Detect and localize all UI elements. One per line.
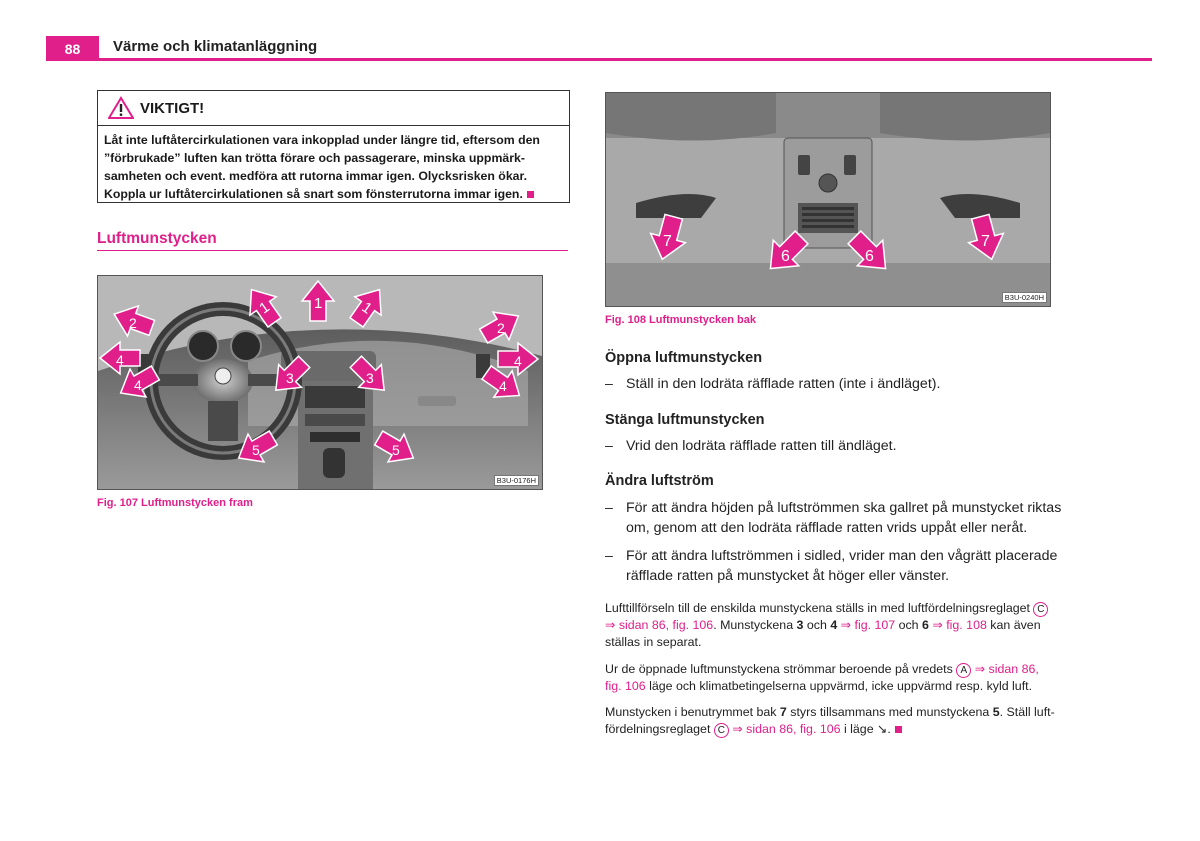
warning-title: VIKTIGT!: [140, 100, 205, 117]
rear-airflow-arrows: [606, 93, 1050, 306]
svg-text:7: 7: [981, 233, 990, 250]
svg-text:7: 7: [663, 233, 672, 250]
open-vents-heading: Öppna luftmunstycken: [605, 350, 763, 366]
svg-text:5: 5: [252, 442, 260, 458]
vent-arrow-2: [109, 299, 158, 343]
warning-line: Låt inte luftåtercirkulationen vara inkopplad under längre tid, eftersom den: [104, 133, 540, 147]
figure-code: B3U-0240H: [1002, 292, 1047, 303]
end-mark-icon: [527, 191, 534, 198]
paragraph-air-temperature: Ur de öppnade luftmunstyckena strömmar beroende på vredets A ⇒ sidan 86, fig. 106 läge och klimatbetingelserna uppvärmd, icke uppvärmd resp. kyld luft.: [605, 662, 1039, 693]
close-vents-heading: Stänga luftmunstycken: [605, 412, 765, 428]
control-c-icon: C: [714, 723, 729, 738]
svg-text:5: 5: [392, 442, 400, 458]
vent-arrow-6: [758, 225, 815, 282]
warning-header: [98, 91, 569, 126]
footwell-mode-icon: ↘: [877, 722, 888, 736]
svg-text:2: 2: [497, 320, 505, 336]
warning-line: Koppla ur luftåtercirkulationen så snart som fönsterrutorna immar igen.: [104, 185, 563, 203]
svg-text:6: 6: [781, 248, 790, 265]
vent-arrow-5: [371, 424, 422, 472]
warning-box: [97, 90, 570, 203]
change-airflow-item: – För att ändra höjden på luftströmmen ska gallret på munstycket riktas om, genom att den lodräta räfflade ratten vrids uppåt eller neråt.: [605, 500, 1062, 536]
vent-arrow-1: [302, 281, 334, 321]
svg-text:4: 4: [134, 377, 142, 393]
warning-triangle-icon: [108, 96, 134, 120]
vent-arrow-6: [842, 225, 899, 282]
svg-text:1: 1: [256, 298, 273, 318]
section-divider: [97, 250, 568, 251]
svg-text:2: 2: [129, 315, 137, 331]
svg-text:3: 3: [286, 370, 294, 386]
paragraph-vent-distribution: Lufttillförseln till de enskilda munstyckena ställs in med luftfördelningsreglaget C ⇒ sidan 86, fig. 106. Munstyckena 3 och 4 ⇒ fig. 107 och 6 ⇒ fig. 108 kan även ställas in separat.: [605, 600, 1095, 651]
vent-arrow-7: [963, 212, 1009, 264]
control-a-icon: A: [956, 663, 971, 678]
link-fig-106[interactable]: fig. 106: [605, 679, 646, 693]
svg-text:4: 4: [499, 378, 507, 394]
figure-front-vents: [97, 275, 543, 490]
vent-arrow-5: [231, 424, 282, 472]
vent-arrow-4: [498, 343, 538, 375]
link-page-86[interactable]: ⇒ sidan 86, fig. 106: [728, 722, 841, 736]
change-airflow-item: – För att ändra luftströmmen i sidled, vrider man den vågrätt placerade räfflade ratten på munstycket åt höger eller vänster.: [605, 548, 1058, 584]
open-vents-item: – Ställ in den lodräta räfflade ratten (inte i ändläget).: [605, 376, 941, 392]
figure-code: B3U-0176H: [494, 475, 539, 486]
airflow-arrows: [98, 276, 542, 489]
warning-line: samheten och event. medföra att rutorna immar igen. Olycksrisken ökar.: [104, 169, 528, 183]
vent-arrow-3: [265, 351, 316, 402]
paragraph-rear-footwell: Munstycken i benutrymmet bak 7 styrs tillsammans med munstyckena 5. Ställ luft- fördelningsreglaget C ⇒ sidan 86, fig. 106 i läge ↘.: [605, 705, 1055, 736]
change-airflow-heading: Ändra luftström: [605, 473, 714, 489]
section-heading: Luftmunstycken: [97, 230, 217, 247]
svg-text:3: 3: [366, 370, 374, 386]
end-mark-icon: [895, 726, 902, 733]
svg-text:4: 4: [116, 352, 124, 368]
warning-line: ”förbrukade” luften kan trötta förare och passagerare, minska uppmärk-: [104, 151, 525, 165]
close-vents-item: – Vrid den lodräta räfflade ratten till ändläget.: [605, 438, 897, 454]
control-c-icon: C: [1033, 602, 1048, 617]
link-fig-108[interactable]: ⇒ fig. 108: [928, 618, 987, 632]
vent-arrow-7: [645, 212, 691, 264]
link-fig-107[interactable]: ⇒ fig. 107: [837, 618, 896, 632]
svg-text:1: 1: [314, 295, 323, 312]
figure-rear-vents: [605, 92, 1051, 307]
page-number: 88: [46, 36, 99, 60]
vent-arrow-4: [100, 342, 140, 374]
vent-arrow-1: [238, 280, 287, 331]
figure-caption: Fig. 108 Luftmunstycken bak: [605, 314, 756, 326]
header-divider: [46, 58, 1152, 61]
svg-text:4: 4: [514, 353, 522, 369]
vent-arrow-3: [345, 351, 396, 402]
page-title: Värme och klimatanläggning: [113, 38, 318, 55]
figure-caption: Fig. 107 Luftmunstycken fram: [97, 497, 253, 509]
link-page-86[interactable]: ⇒ sidan 86, fig. 106: [605, 618, 714, 632]
vent-arrow-1: [343, 280, 392, 331]
warning-text: [98, 126, 569, 208]
svg-text:6: 6: [865, 248, 874, 265]
link-page-86[interactable]: ⇒ sidan 86,: [971, 662, 1039, 676]
svg-text:1: 1: [358, 298, 375, 318]
